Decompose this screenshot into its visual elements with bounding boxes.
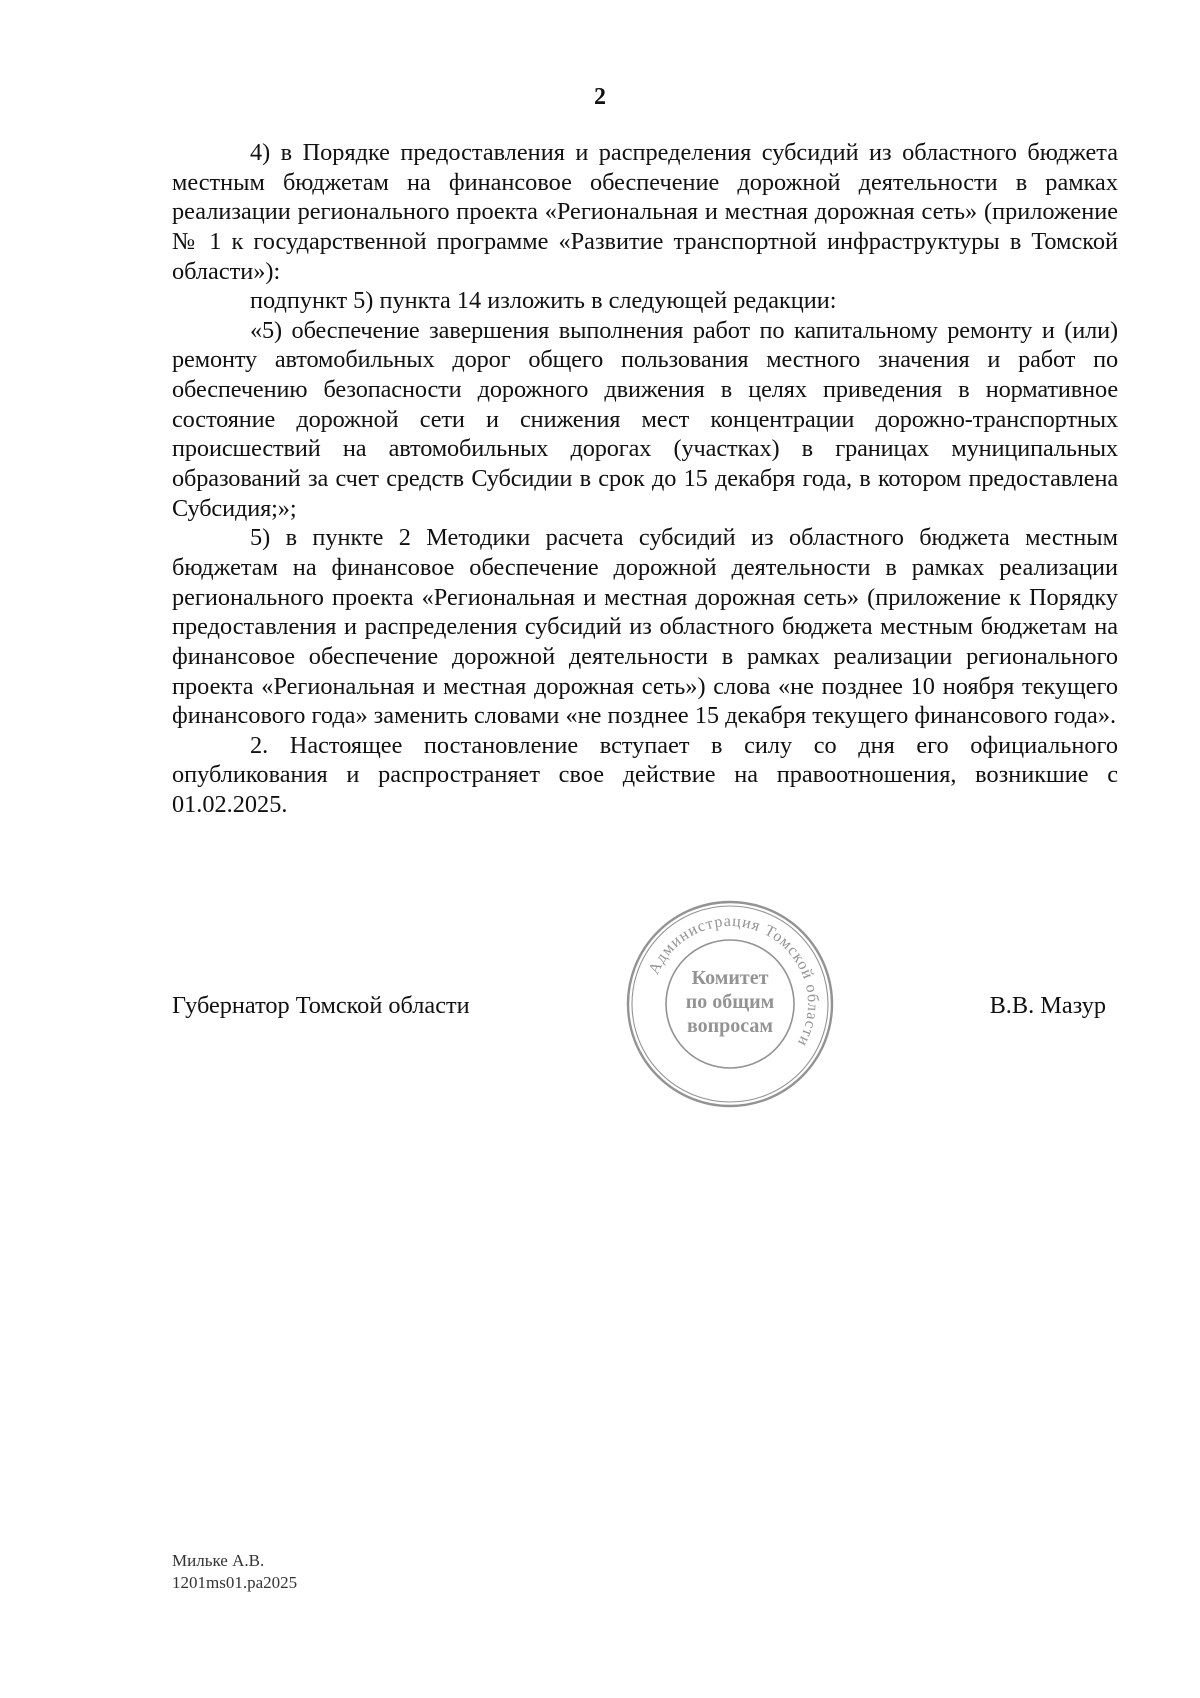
paragraph-effective-date: 2. Настоящее постановление вступает в силу со дня его официального опубликования и распространяет свое действие на правоотношения, возникшие с 01.02.2025. [172, 731, 1118, 819]
executor-name: Мильке А.В. [172, 1551, 265, 1570]
svg-text:Комитет: Комитет [691, 967, 769, 989]
paragraph-new-wording: «5) обеспечение завершения выполнения работ по капитальному ремонту и (или) ремонту автомобильных дорог общего пользования местного значения и работ по обеспечению безопасности дорожного движения в целях приведения в нормативное состояние дорожной сети и снижения мест концентрации дорожно-транспортных происшествий на автомобильных дорогах (участках) в границах муниципальных образований за счет средств Субсидии в срок до 15 декабря года, в котором предоставлена Субсидия;»; [172, 316, 1118, 522]
paragraph-item-4: 4) в Порядке предоставления и распределения субсидий из областного бюджета местным бюджетам на финансовое обеспечение дорожной деятельности в рамках реализации регионального проекта «Региональная и местная дорожная сеть» (приложение № 1 к государственной программе «Развитие транспортной инфраструктуры в Томской области»): [172, 139, 1118, 285]
svg-text:по общим: по общим [685, 991, 775, 1013]
svg-text:Администрация Томской области: Администрация Томской области [645, 912, 822, 1050]
paragraph-subpoint-instruction: подпункт 5) пункта 14 изложить в следующей редакции: [250, 287, 837, 315]
paragraph-item-5: 5) в пункте 2 Методики расчета субсидий из областного бюджета местным бюджетам на финансовое обеспечение дорожной деятельности в рамках реализации регионального проекта «Региональная и местная дорожная сеть» (приложение к Порядку предоставления и распределения субсидий из областного бюджета местным бюджетам на финансовое обеспечение дорожной деятельности в рамках реализации регионального проекта «Региональная и местная дорожная сеть») слова «не позднее 10 ноября текущего финансового года» заменить словами «не позднее 15 декабря текущего финансового года». [172, 524, 1118, 730]
official-seal [624, 898, 836, 1110]
document-body [172, 138, 1118, 820]
footer [172, 1550, 297, 1594]
page-number: 2 [594, 84, 606, 110]
file-code: 1201ms01.pa2025 [172, 1573, 298, 1593]
signatory-position: Губернатор Томской области [172, 992, 470, 1019]
svg-text:вопросам: вопросам [686, 1015, 774, 1037]
signatory-name: В.В. Мазур [989, 992, 1106, 1019]
